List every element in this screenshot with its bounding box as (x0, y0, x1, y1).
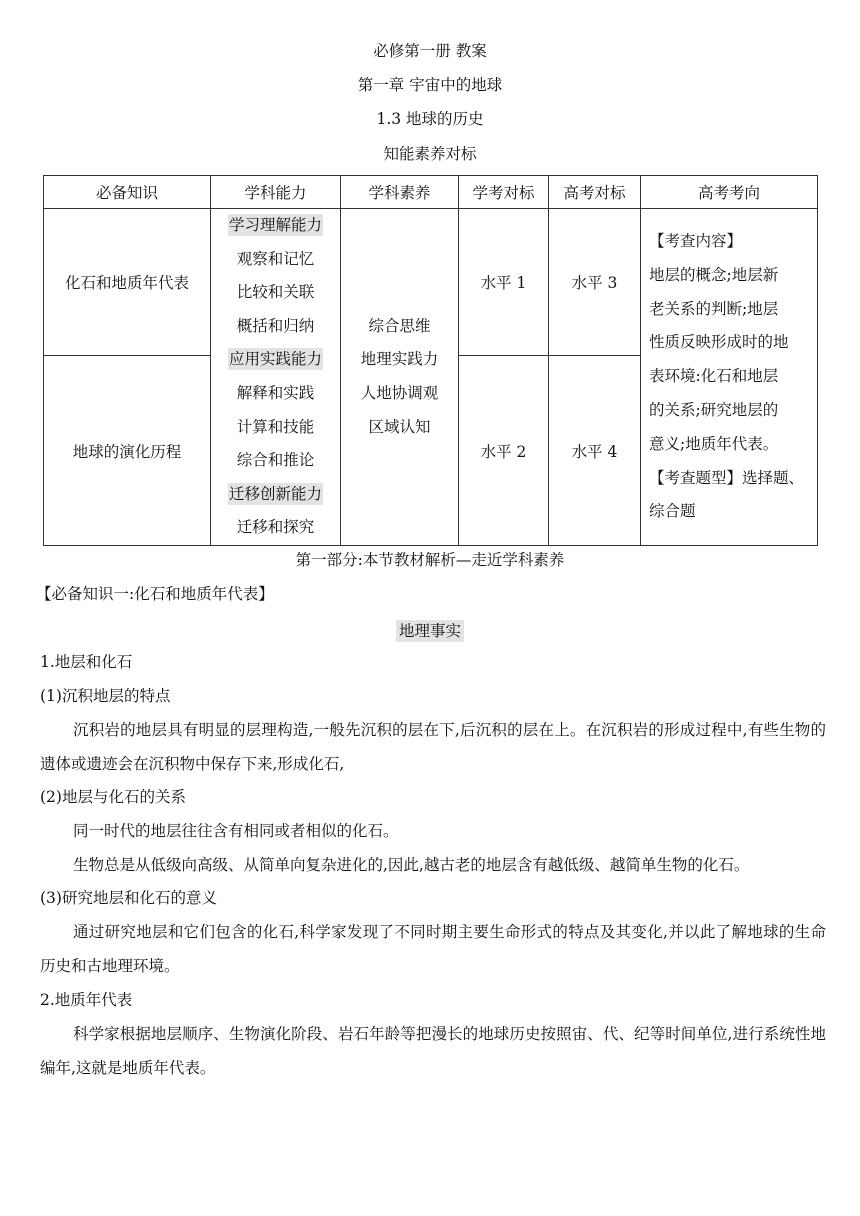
literacy-item: 人地协调观 (360, 384, 439, 402)
direction-line: 的关系;研究地层的 (649, 400, 779, 419)
ability-group-head: 学习理解能力 (228, 216, 322, 235)
abilities-cell (211, 209, 341, 546)
direction-cell (641, 209, 818, 546)
direction-line: 老关系的判断;地层 (649, 299, 779, 318)
ability-group-head: 迁移创新能力 (228, 484, 322, 503)
subsection-heading: (3)研究地层和化石的意义 (40, 889, 217, 907)
xuekao-cell: 水平 2 (459, 356, 549, 546)
subsection-heading: (2)地层与化石的关系 (40, 788, 186, 806)
part-title: 第一部分:本节教材解析—走近学科素养 (295, 551, 565, 569)
subsection-heading: (1)沉积地层的特点 (40, 687, 171, 705)
literacy-item: 地理实践力 (360, 350, 439, 369)
standards-table (43, 175, 818, 546)
table-title: 知能素养对标 (383, 145, 477, 163)
ability-item: 解释和实践 (236, 384, 315, 402)
direction-line: 意义;地质年代表。 (649, 434, 779, 453)
ability-item: 观察和记忆 (236, 249, 315, 268)
literacy-cell (341, 209, 459, 546)
book-title: 必修第一册 教案 (373, 42, 487, 60)
ability-item: 计算和技能 (236, 417, 315, 436)
section-heading: 2.地质年代表 (40, 991, 133, 1009)
col-header: 高考考向 (641, 176, 818, 209)
table-header-row (44, 176, 818, 209)
direction-type-line: 综合题 (649, 502, 696, 521)
table-row (44, 209, 818, 356)
fact-tag: 地理事实 (396, 620, 464, 642)
ability-item: 迁移和探究 (236, 518, 315, 537)
knowledge-cell: 地球的演化历程 (44, 356, 211, 546)
paragraph: 科学家根据地层顺序、生物演化阶段、岩石年龄等把漫长的地球历史按照宙、代、纪等时间单位,进行系统性地编年,这就是地质年代表。 (40, 1025, 826, 1077)
col-header: 高考对标 (549, 176, 641, 209)
section-title: 1.3 地球的历史 (376, 110, 484, 128)
direction-line: 地层的概念;地层新 (649, 265, 779, 284)
literacy-item: 区域认知 (368, 417, 431, 436)
knowledge-cell: 化石和地质年代表 (44, 209, 211, 356)
ability-group-head: 应用实践能力 (228, 350, 322, 369)
literacy-item: 综合思维 (368, 316, 431, 335)
gaokao-cell: 水平 3 (549, 209, 641, 356)
ability-item: 比较和关联 (236, 283, 315, 302)
col-header: 学考对标 (459, 176, 549, 209)
col-header: 学科能力 (211, 176, 341, 209)
ability-item: 综合和推论 (236, 451, 315, 470)
paragraph: 沉积岩的地层具有明显的层理构造,一般先沉积的层在下,后沉积的层在上。在沉积岩的形成过程中,有些生物的遗体或遗迹会在沉积物中保存下来,形成化石, (40, 721, 826, 773)
direction-type-line: 【考查题型】选择题、 (649, 468, 805, 487)
chapter-title: 第一章 宇宙中的地球 (357, 76, 503, 94)
xuekao-cell: 水平 1 (459, 209, 549, 356)
paragraph: 生物总是从低级向高级、从简单向复杂进化的,因此,越古老的地层含有越低级、越简单生物的化石。 (73, 856, 750, 874)
direction-line: 性质反映形成时的地 (649, 333, 789, 352)
fact-tag-wrap (0, 620, 860, 642)
knowledge-title: 【必备知识一:化石和地质年代表】 (36, 585, 274, 603)
gaokao-cell: 水平 4 (549, 356, 641, 546)
col-header: 学科素养 (341, 176, 459, 209)
direction-content-head: 【考查内容】 (649, 232, 743, 250)
paragraph: 通过研究地层和它们包含的化石,科学家发现了不同时期主要生命形式的特点及其变化,并以此了解地球的生命历史和古地理环境。 (40, 923, 826, 975)
ability-item: 概括和归纳 (236, 316, 315, 335)
section-heading: 1.地层和化石 (40, 653, 133, 671)
direction-line: 表环境:化石和地层 (649, 367, 779, 386)
paragraph: 同一时代的地层往往含有相同或者相似的化石。 (73, 822, 399, 840)
col-header: 必备知识 (44, 176, 211, 209)
